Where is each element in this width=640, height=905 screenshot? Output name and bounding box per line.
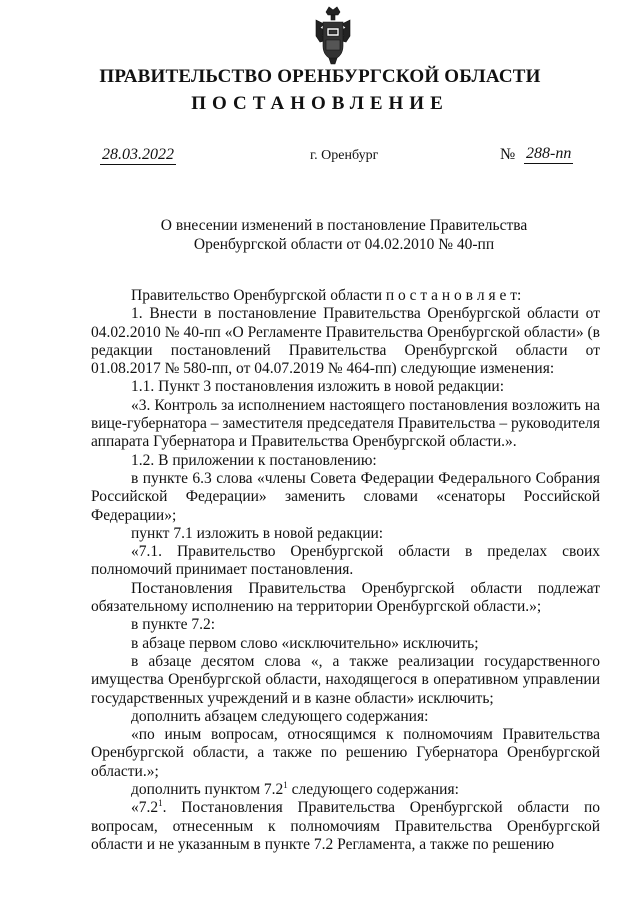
- subject-line-2: Оренбургской области от 04.02.2010 № 40-пп: [193, 236, 495, 253]
- paragraph: 1. Внести в постановление Правительства Оренбургской области от 04.02.2010 № 40-пп «О Регламенте Правительства Оренбургской области» (в редакции постановлений Правительства Оренбургской области от 01.08.2017 № 580-пп, от 04.07.2019 № 464-пп) следующие изменения:: [91, 305, 600, 378]
- document-city: г. Оренбург: [310, 148, 379, 163]
- document-body: [91, 287, 600, 854]
- paragraph: [91, 799, 600, 854]
- text-span: дополнить пунктом 7.2: [131, 781, 284, 799]
- coat-of-arms-icon: [312, 6, 354, 66]
- paragraph: «7.1. Правительство Оренбургской области в пределах своих полномочий принимает постановления.: [91, 543, 600, 579]
- paragraph: 1.2. В приложении к постановлению:: [131, 451, 377, 469]
- paragraph: в пункте 6.3 слова «члены Совета Федерации Федерального Собрания Российской Федерации» заменить словами «сенаторы Российской Федерации»;: [91, 469, 600, 524]
- paragraph: в абзаце первом слово «исключительно» исключить;: [131, 634, 479, 652]
- paragraph: [91, 781, 600, 799]
- paragraph: 1.1. Пункт 3 постановления изложить в новой редакции:: [131, 378, 505, 396]
- paragraph: Постановления Правительства Оренбургской области подлежат обязательному исполнению на территории Оренбургской области.»;: [91, 579, 600, 616]
- paragraph: в пункте 7.2:: [131, 616, 216, 634]
- subject-line-1: О внесении изменений в постановление Правительства: [160, 217, 528, 234]
- document-type: ПОСТАНОВЛЕНИЕ: [191, 93, 449, 114]
- superscript: 1: [158, 798, 163, 809]
- government-title: ПРАВИТЕЛЬСТВО ОРЕНБУРГСКОЙ ОБЛАСТИ: [99, 66, 541, 87]
- paragraph: «по иным вопросам, относящимся к полномочиям Правительства Оренбургской области, а также по решению Губернатора Оренбургской области.»;: [91, 726, 600, 780]
- paragraph: «3. Контроль за исполнением настоящего постановления возложить на вице-губернатора – заместителя председателя Правительства – руководителя аппарата Губернатора и Правительства Оренбургской области.».: [91, 396, 600, 451]
- text-span: «7.2: [131, 799, 159, 817]
- paragraph: в абзаце десятом слова «, а также реализации государственного имущества Оренбургской области, находящегося в оперативном управлении государственных учреждений и в казне области» исключить;: [91, 652, 600, 707]
- number-label: №: [500, 146, 516, 163]
- paragraph: дополнить абзацем следующего содержания:: [131, 707, 429, 725]
- text-span: . Постановления Правительства Оренбургской области по вопросам, отнесенным к полномочиям Правительства Оренбургской области и не указанным в пункте 7.2 Регламента, а также по решению: [91, 799, 600, 853]
- text-span: следующего содержания:: [287, 781, 459, 799]
- document-subject: [100, 216, 588, 254]
- document-date: 28.03.2022: [102, 146, 174, 163]
- paragraph: Правительство Оренбургской области п о с т а н о в л я е т:: [131, 287, 522, 304]
- superscript: 1: [283, 779, 288, 790]
- document-number: 288-пп: [526, 145, 572, 162]
- paragraph: пункт 7.1 изложить в новой редакции:: [131, 524, 384, 542]
